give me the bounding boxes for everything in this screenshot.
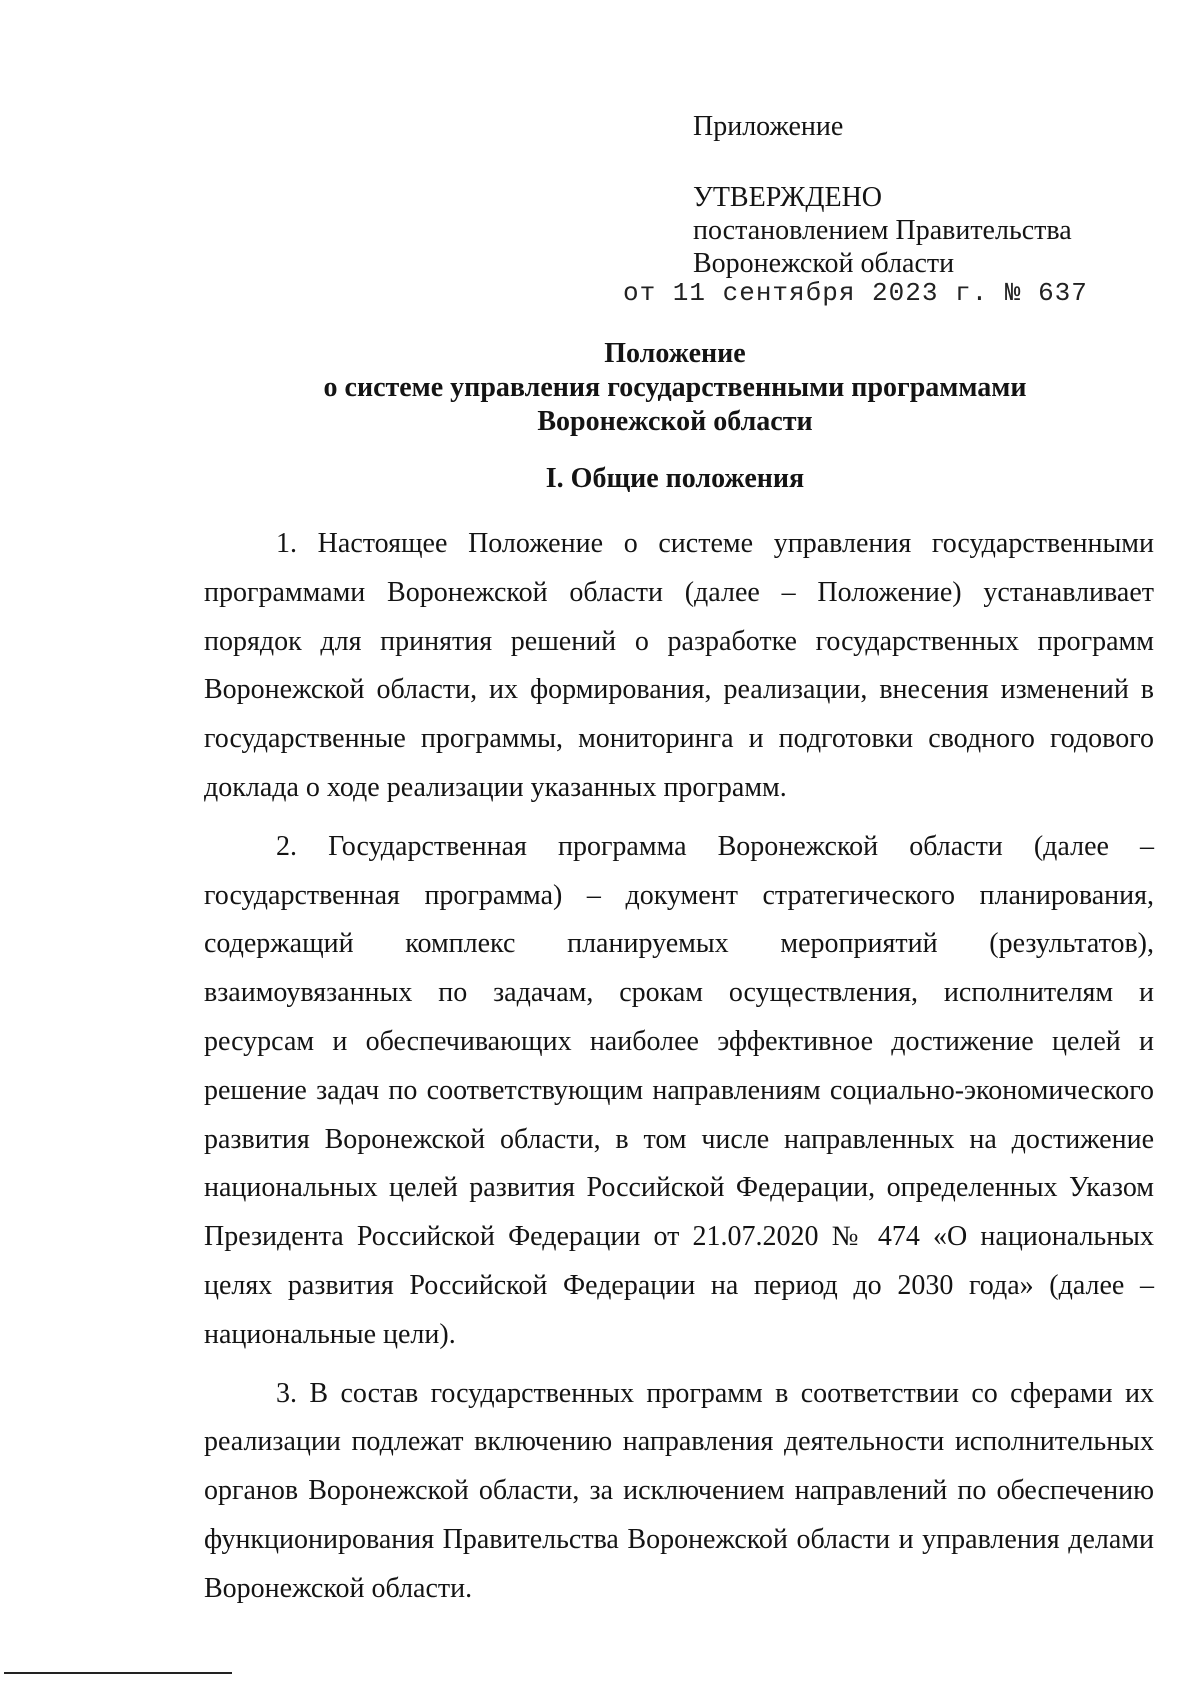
paragraph-1: 1. Настоящее Положение о системе управления государственными программами Воронежской области (далее – Положение) устанавливает порядок для принятия решений о разработке государственных программ Воронежской области, их формирования, реализации, внесения изменений в государственные программы, мониторинга и подготовки сводного годового доклада о ходе реализации указанных программ. — [204, 528, 1154, 803]
document-title — [0, 337, 1200, 439]
footnote-divider — [4, 1672, 232, 1674]
resolution-date-number: от 11 сентября 2023 г. № 637 — [623, 278, 1088, 308]
approval-block — [623, 110, 1173, 308]
section-heading: I. Общие положения — [545, 463, 805, 494]
paragraph-2: 2. Государственная программа Воронежской области (далее – государственная программа) – документ стратегического планирования, содержащий комплекс планируемых мероприятий (результатов), взаимоувязанных по задачам, срокам осуществления, исполнителям и ресурсам и обеспечивающих наиболее эффективное достижение целей и решение задач по соответствующим направлениям социально-экономического развития Воронежской области, в том числе направленных на достижение национальных целей развития Российской Федерации, определенных Указом Президента Российской Федерации от 21.07.2020 № 474 «О национальных целях развития Российской Федерации на период до 2030 года» (далее – национальные цели). — [204, 830, 1154, 1350]
approved-by-line: постановлением Правительства — [693, 215, 1072, 246]
title-line-1: Положение — [604, 338, 746, 369]
title-line-3: Воронежской области — [537, 406, 813, 437]
approved-label: УТВЕРЖДЕНО — [693, 182, 883, 213]
annex-label: Приложение — [693, 111, 844, 142]
document-body — [204, 520, 1154, 1624]
approved-region-line: Воронежской области — [693, 248, 955, 279]
title-line-2: о системе управления государственными программами — [323, 372, 1027, 403]
paragraph-3: 3. В состав государственных программ в соответствии со сферами их реализации подлежат включению направления деятельности исполнительных органов Воронежской области, за исключением направлений по обеспечению функционирования Правительства Воронежской области и управления делами Воронежской области. — [204, 1377, 1154, 1604]
